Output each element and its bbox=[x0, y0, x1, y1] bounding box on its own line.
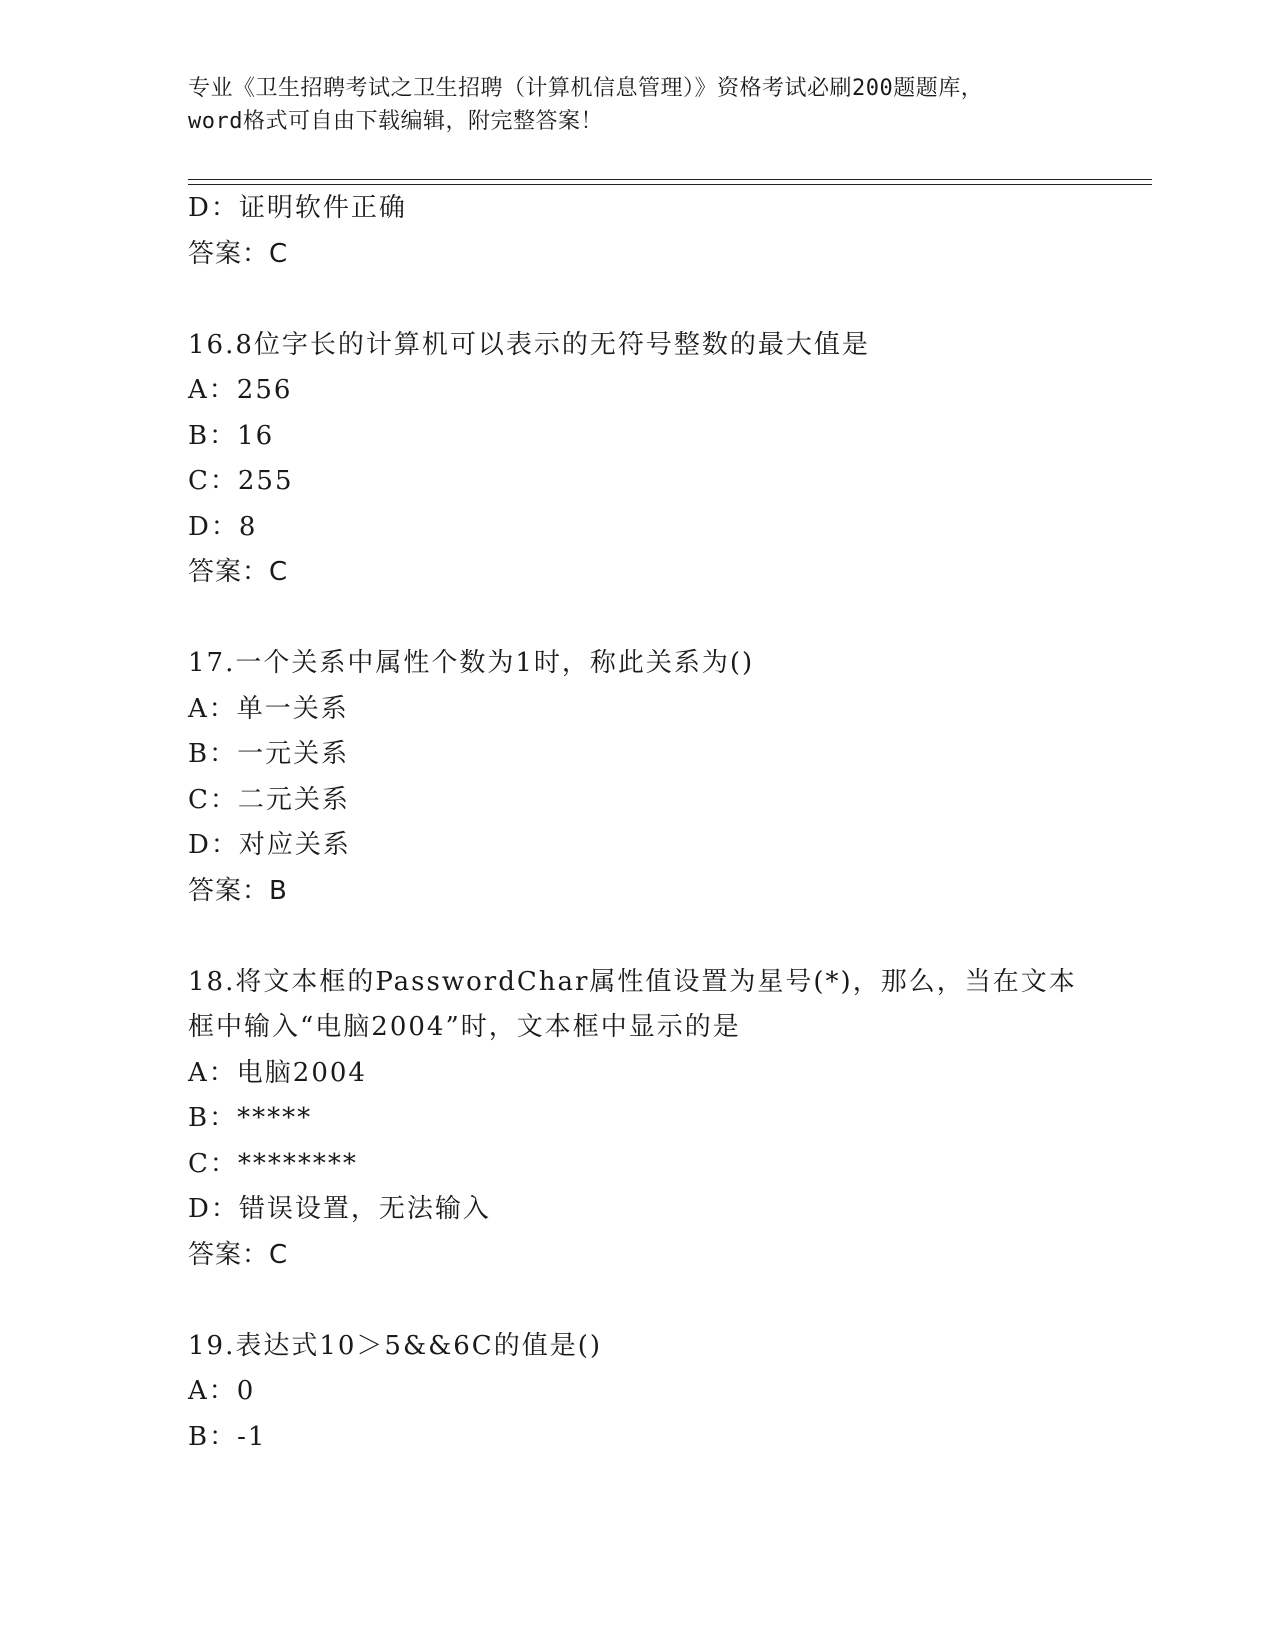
option-b: B：16 bbox=[188, 420, 275, 451]
question-stem: 17.一个关系中属性个数为1时，称此关系为() bbox=[188, 648, 755, 678]
question-stem: 19.表达式10＞5&&6C的值是() bbox=[188, 1330, 602, 1361]
option-c: C：二元关系 bbox=[188, 784, 350, 815]
option-b: B：一元关系 bbox=[188, 739, 350, 769]
question-stem-line-1: 18.将文本框的PasswordChar属性值设置为星号(*)，那么，当在文本 bbox=[188, 966, 1077, 997]
question-18 bbox=[188, 960, 1108, 1279]
question-17 bbox=[188, 641, 1108, 914]
option-d: D：8 bbox=[188, 511, 258, 542]
question-16 bbox=[188, 323, 1108, 596]
answer-line: 答案：B bbox=[188, 875, 288, 906]
header-line-2: word格式可自由下载编辑，附完整答案！ bbox=[188, 109, 603, 134]
header-divider-top bbox=[188, 179, 1152, 180]
document-header bbox=[188, 72, 1088, 138]
option-d: D：错误设置，无法输入 bbox=[188, 1194, 491, 1224]
option-d: D：对应关系 bbox=[188, 830, 351, 860]
answer-line: 答案：C bbox=[188, 1239, 289, 1270]
option-a: A：电脑2004 bbox=[188, 1057, 367, 1088]
answer-line: 答案：C bbox=[188, 238, 289, 269]
option-b: B：***** bbox=[188, 1103, 313, 1133]
question-list bbox=[188, 186, 1108, 1460]
option-c: C：******** bbox=[188, 1148, 358, 1179]
option-d: D：证明软件正确 bbox=[188, 193, 407, 223]
question-stem: 16.8位字长的计算机可以表示的无符号整数的最大值是 bbox=[188, 329, 870, 360]
header-line-1: 专业《卫生招聘考试之卫生招聘（计算机信息管理）》资格考试必刷200题题库， bbox=[188, 76, 984, 101]
option-b: B：-1 bbox=[188, 1421, 267, 1452]
question-19 bbox=[188, 1324, 1108, 1461]
question-stem-line-2: 框中输入“电脑2004”时，文本框中显示的是 bbox=[188, 1012, 741, 1042]
header-divider-bottom bbox=[188, 184, 1152, 185]
answer-line: 答案：C bbox=[188, 557, 289, 587]
option-a: A：256 bbox=[188, 375, 293, 405]
option-a: A：0 bbox=[188, 1376, 256, 1406]
option-a: A：单一关系 bbox=[188, 693, 349, 724]
option-c: C：255 bbox=[188, 466, 294, 496]
